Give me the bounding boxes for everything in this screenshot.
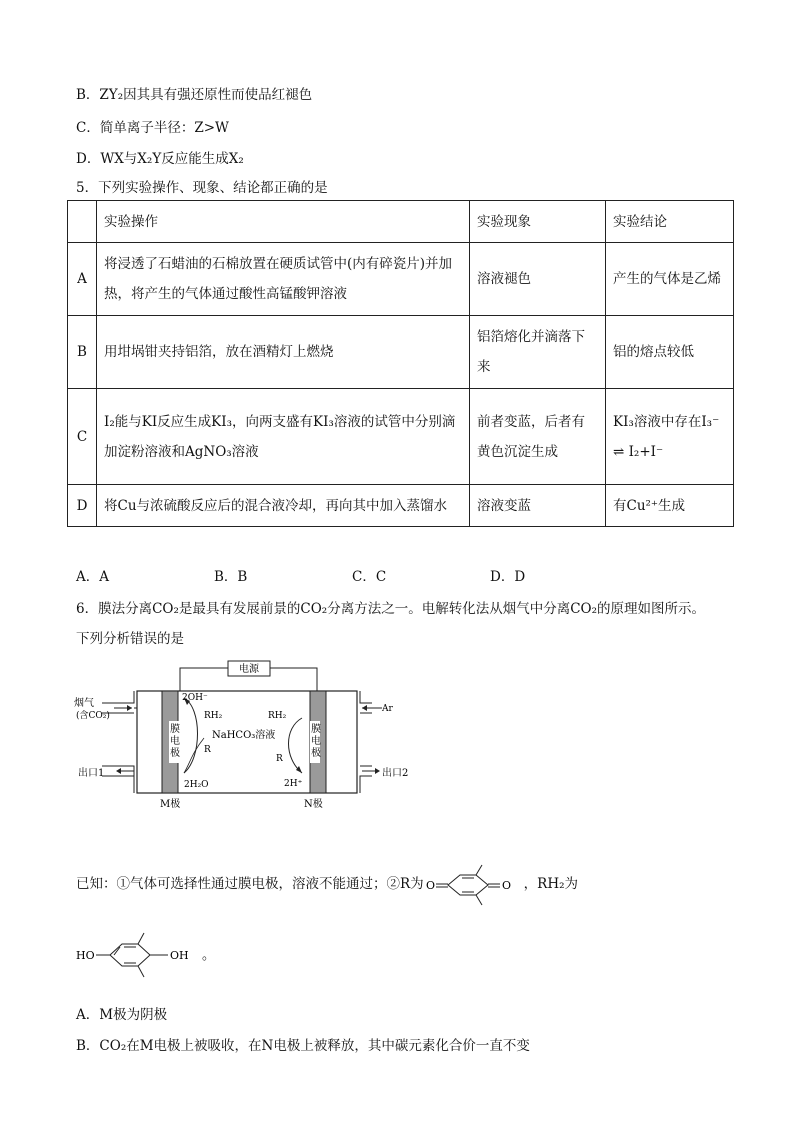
q4-option-c: C．简单离子半径：Z>W bbox=[76, 120, 229, 136]
proton-label: 2H⁺ bbox=[284, 779, 303, 789]
outlet-1-label: 出口1 bbox=[78, 768, 105, 779]
q4-option-b: B．ZY₂因其具有强还原性而使品红褪色 bbox=[76, 87, 313, 103]
q6-stem-line2: 下列分析错误的是 bbox=[76, 631, 184, 647]
row-conclusion: 产生的气体是乙烯 bbox=[606, 243, 734, 316]
q6-option-a: A．M极为阴极 bbox=[76, 1007, 168, 1023]
answer-option-b: B．B bbox=[214, 569, 248, 585]
row-conclusion: 有Cu²⁺生成 bbox=[606, 485, 734, 527]
row-phenomenon: 铝箔熔化并滴落下来 bbox=[470, 316, 606, 389]
table-row bbox=[68, 389, 734, 485]
known-prefix: 已知：①气体可选择性通过膜电极，溶液不能通过；②R为 bbox=[76, 876, 424, 892]
power-source-label: 电源 bbox=[239, 664, 259, 675]
row-phenomenon: 溶液褪色 bbox=[470, 243, 606, 316]
flue-gas-sub-label: (含CO₂) bbox=[76, 711, 110, 721]
table-row bbox=[68, 485, 734, 527]
row-conclusion: KI₃溶液中存在I₃⁻ ⇌ I₂+I⁻ bbox=[606, 389, 734, 485]
reaction-arc-right bbox=[289, 718, 303, 773]
rh2-end-mark: 。 bbox=[202, 948, 216, 963]
row-phenomenon: 溶液变蓝 bbox=[470, 485, 606, 527]
known-suffix: ，RH₂为 bbox=[523, 876, 579, 892]
reaction-arc-left bbox=[184, 698, 198, 773]
argon-label: Ar bbox=[382, 704, 393, 714]
row-label: A bbox=[68, 243, 97, 316]
row-operation: 将浸透了石蜡油的石棉放置在硬质试管中(内有碎瓷片)并加热，将产生的气体通过酸性高锰酸钾溶液 bbox=[97, 243, 470, 316]
water-label: 2H₂O bbox=[184, 780, 209, 790]
r-right-label: R bbox=[276, 754, 283, 764]
row-label: D bbox=[68, 485, 97, 527]
membrane-label-right: 膜 电 极 bbox=[311, 724, 321, 759]
rh2-right-label: RH₂ bbox=[268, 711, 287, 721]
table-header-cell: 实验现象 bbox=[470, 201, 606, 243]
table-row bbox=[68, 243, 734, 316]
membrane-label-left: 膜 电 极 bbox=[170, 724, 180, 759]
table-header-cell bbox=[68, 201, 97, 243]
row-label: C bbox=[68, 389, 97, 485]
table-header-row bbox=[68, 201, 734, 243]
q5-answer-options bbox=[76, 565, 596, 585]
answer-option-a: A．A bbox=[76, 569, 109, 585]
q5-stem: 5．下列实验操作、现象、结论都正确的是 bbox=[76, 180, 328, 196]
hydroxide-label: 2OH⁻ bbox=[182, 693, 208, 703]
electrolysis-diagram bbox=[72, 658, 412, 818]
table-header-cell: 实验操作 bbox=[97, 201, 470, 243]
rh2-structure bbox=[76, 928, 226, 986]
answer-option-c: C．C bbox=[352, 569, 387, 585]
solution-label: NaHCO₃溶液 bbox=[212, 730, 276, 741]
r-left-label: R bbox=[204, 745, 211, 755]
q6-option-b: B．CO₂在M电极上被吸收，在N电极上被释放，其中碳元素化合价一直不变 bbox=[76, 1038, 530, 1054]
answer-option-d: D．D bbox=[490, 569, 526, 585]
row-phenomenon: 前者变蓝，后者有黄色沉淀生成 bbox=[470, 389, 606, 485]
rh2-left-label: RH₂ bbox=[204, 711, 223, 721]
q6-stem-line1: 6．膜法分离CO₂是最具有发展前景的CO₂分离方法之一。电解转化法从烟气中分离CO₂的原理如图所示。 bbox=[76, 601, 706, 617]
row-operation: 将Cu与浓硫酸反应后的混合液冷却，再向其中加入蒸馏水 bbox=[97, 485, 470, 527]
row-operation: I₂能与KI反应生成KI₃，向两支盛有KI₃溶液的试管中分别滴加淀粉溶液和AgNO₃溶液 bbox=[97, 389, 470, 485]
m-pole-label: M极 bbox=[160, 799, 181, 810]
rh2-hydroxyl-right: OH bbox=[170, 949, 189, 962]
r-structure bbox=[426, 863, 522, 907]
r-oxygen-right: O bbox=[501, 878, 511, 892]
row-label: B bbox=[68, 316, 97, 389]
rh2-hydroxyl-left: HO bbox=[76, 949, 95, 962]
n-pole-label: N极 bbox=[304, 799, 323, 810]
row-conclusion: 铝的熔点较低 bbox=[606, 316, 734, 389]
known-conditions bbox=[76, 872, 578, 893]
q5-table bbox=[67, 200, 734, 527]
table-row bbox=[68, 316, 734, 389]
r-oxygen-left: O bbox=[425, 878, 435, 892]
row-operation: 用坩埚钳夹持铝箔，放在酒精灯上燃烧 bbox=[97, 316, 470, 389]
table-header-cell: 实验结论 bbox=[606, 201, 734, 243]
q4-option-d: D．WX与X₂Y反应能生成X₂ bbox=[76, 151, 244, 167]
outlet-2-label: 出口2 bbox=[382, 768, 409, 779]
flue-gas-label: 烟气 bbox=[74, 698, 94, 709]
